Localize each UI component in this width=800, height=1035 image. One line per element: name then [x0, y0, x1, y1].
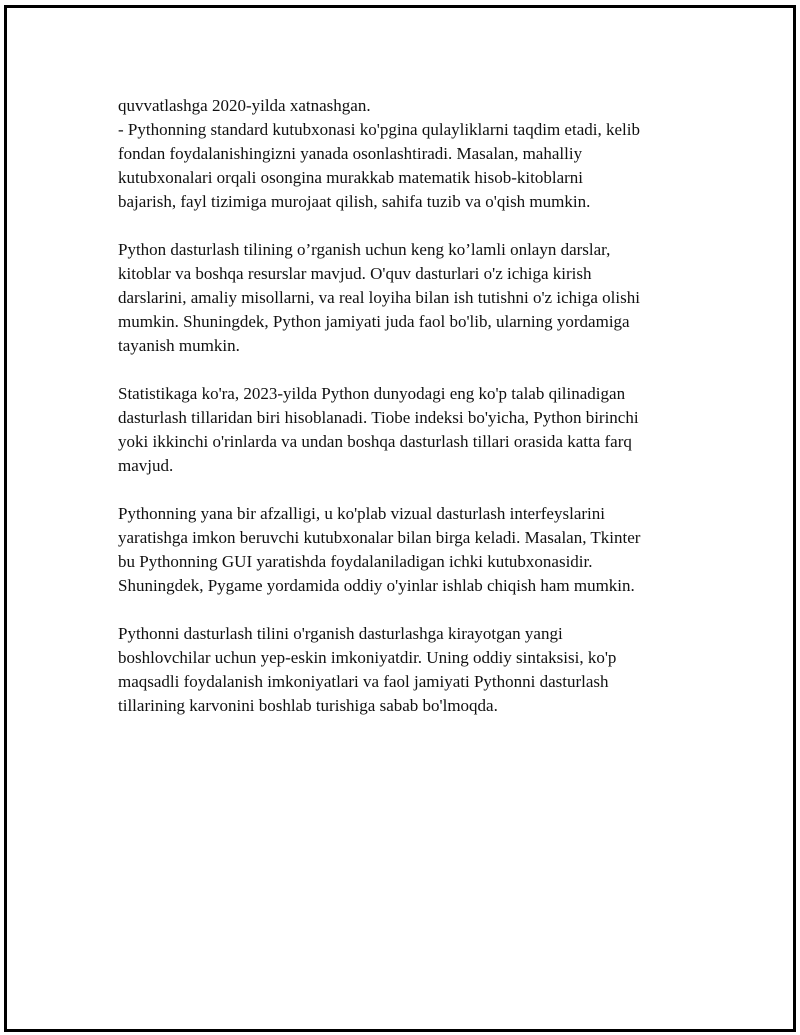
text-line: mavjud. [118, 456, 174, 475]
text-line: mumkin. Shuningdek, Python jamiyati juda faol bo'lib, ularning yordamiga [118, 312, 630, 331]
text-line: kitoblar va boshqa resurslar mavjud. O'quv dasturlari o'z ichiga kirish [118, 264, 592, 283]
paragraph-3 [118, 382, 698, 478]
text-line: maqsadli foydalanish imkoniyatlari va faol jamiyati Pythonni dasturlash [118, 672, 609, 691]
text-line: dasturlash tillaridan biri hisoblanadi. Tiobe indeksi bo'yicha, Python birinchi [118, 408, 639, 427]
text-line: - Pythonning standard kutubxonasi ko'pgina qulayliklarni taqdim etadi, kelib [118, 120, 640, 139]
paragraph-5 [118, 622, 698, 718]
text-line: yaratishga imkon beruvchi kutubxonalar bilan birga keladi. Masalan, Tkinter [118, 528, 641, 547]
text-line: fondan foydalanishingizni yanada osonlashtiradi. Masalan, mahalliy [118, 144, 583, 163]
text-line: tillarining karvonini boshlab turishiga sabab bo'lmoqda. [118, 696, 498, 715]
text-line: kutubxonalari orqali osongina murakkab matematik hisob-kitoblarni [118, 168, 584, 187]
text-line: bu Pythonning GUI yaratishda foydalaniladigan ichki kutubxonasidir. [118, 552, 593, 571]
text-line: quvvatlashga 2020-yilda xatnashgan. [118, 96, 371, 115]
text-line: Statistikaga ko'ra, 2023-yilda Python dunyodagi eng ko'p talab qilinadigan [118, 384, 626, 403]
text-line: tayanish mumkin. [118, 336, 240, 355]
text-line: Pythonning yana bir afzalligi, u ko'plab vizual dasturlash interfeyslarini [118, 504, 605, 523]
text-line: darslarini, amaliy misollarni, va real loyiha bilan ish tutishni o'z ichiga olishi [118, 288, 640, 307]
text-line: Shuningdek, Pygame yordamida oddiy o'yinlar ishlab chiqish ham mumkin. [118, 576, 635, 595]
text-line: Python dasturlash tilining o’rganish uchun keng ko’lamli onlayn darslar, [118, 240, 611, 259]
text-line: yoki ikkinchi o'rinlarda va undan boshqa dasturlash tillari orasida katta farq [118, 432, 632, 451]
text-line: boshlovchilar uchun yep-eskin imkoniyatdir. Uning oddiy sintaksisi, ko'p [118, 648, 617, 667]
text-line: bajarish, fayl tizimiga murojaat qilish, sahifa tuzib va o'qish mumkin. [118, 192, 591, 211]
text-line: Pythonni dasturlash tilini o'rganish dasturlashga kirayotgan yangi [118, 624, 563, 643]
paragraph-1 [118, 94, 698, 214]
document-body [118, 94, 698, 742]
paragraph-2 [118, 238, 698, 358]
paragraph-4 [118, 502, 698, 598]
